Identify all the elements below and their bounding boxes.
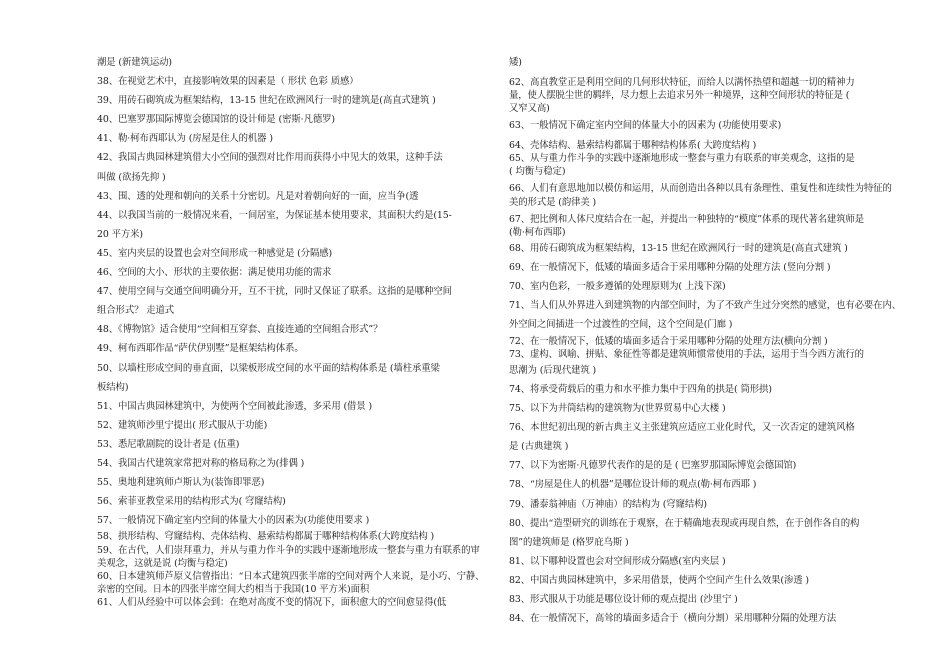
text-line: 40、巴塞罗那国际博览会德国馆的设计师是 (密斯·凡德罗) — [97, 114, 335, 126]
text-line: 量，使人摆脱尘世的羁绊，尽力想上去追求另外一种境界，这种空间形状的特征是 ( — [509, 90, 850, 102]
text-line: 又窄又高) — [509, 103, 550, 115]
text-line: 思潮为 (后现代建筑 ) — [509, 364, 597, 376]
text-line: 图”的建筑师是 (格罗庇乌斯 ) — [509, 536, 629, 548]
right-column — [509, 53, 901, 628]
text-line: 44、以我国当前的一般情况来看，一间居室，为保证基本使用要求，其面积大约是(15- — [97, 209, 452, 221]
text-line: 52、建筑师沙里宁提出( 形式服从于功能) — [97, 419, 268, 431]
text-line: 75、以下为井筒结构的建筑物为(世界贸易中心大楼 ) — [509, 403, 726, 415]
text-line: 49、柯布西耶作品“萨伏伊别墅”是框架结构体系。 — [97, 343, 304, 355]
text-line: 69、在一般情况下，低矮的墙面多适合于采用哪种分隔的处理方法 (竖向分割 ) — [509, 262, 831, 274]
text-line: 潮是 (新建筑运动) — [97, 57, 172, 68]
text-line: 70、室内色彩，一般多遵循的处理原则为( 上浅下深) — [509, 281, 726, 293]
text-line: 41、勒·柯布西耶认为 (房屋是住人的机器 ) — [97, 133, 273, 145]
text-line: 42、我国古典园林建筑借大小空间的强烈对比作用而获得小中见大的效果，这种手法 — [97, 152, 443, 164]
text-line: 39、用砖石砌筑成为框架结构，13-15 世纪在欧洲风行一时的建筑是(高直式建筑 ) — [97, 95, 436, 107]
text-line: 46、空间的大小、形状的主要依据：满足使用功能的需求 — [97, 267, 332, 279]
text-line: 73、虚构、讽喻、拼贴、象征性等都是建筑师惯常使用的手法，运用于当今西方流行的 — [509, 348, 864, 360]
text-line: 亲密的空间。日本的四张半席空间大约相当于我国(10 平方米)面积 — [97, 584, 370, 596]
text-line: 是 (古典建筑 ) — [509, 441, 569, 453]
text-line: 组合形式？ 走道式 — [97, 305, 175, 317]
text-line: 76、本世纪初出现的新古典主义主张建筑应适应工业化时代，又一次否定的建筑风格 — [509, 422, 855, 434]
text-line: 80、提出“造型研究的训练在于观察，在于精确地表现或再现自然，在于创作各自的构 — [509, 517, 860, 529]
left-column — [97, 53, 491, 609]
text-line: 57、一般情况下确定室内空间的体量大小的因素为(功能使用要求 ) — [97, 515, 370, 527]
text-line: 51、中国古典园林建筑中，为使两个空间被此渗透，多采用 (借景 ) — [97, 400, 373, 412]
text-line: 55、奥地利建筑师卢斯认为(装饰即罪恶) — [97, 477, 265, 489]
text-line: 板结构) — [97, 381, 129, 393]
text-line: 54、我国古代建筑家常把对称的格局称之为(排偶 ) — [97, 457, 305, 469]
text-line: 47、使用空间与交通空间明确分开，互不干扰，同时又保证了联系。这指的是哪种空间 — [97, 286, 452, 298]
text-line: 62、高直教堂正是利用空间的几何形状特征，而给人以满怀热望和超越一切的精神力 — [509, 77, 855, 89]
text-line: 77、以下为密斯·凡德罗代表作的是的是 ( 巴塞罗那国际博览会德国馆) — [509, 460, 797, 472]
text-line: 61、人们从经验中可以体会到：在绝对高度不变的情况下，面积愈大的空间愈显得(低 — [97, 597, 447, 609]
text-line: 68、用砖石砌筑成为框架结构，13-15 世纪在欧洲风行一时的建筑是(高直式建筑 ) — [509, 243, 848, 255]
text-line: 67、把比例和人体尺度结合在一起，并提出一种独特的“模度”体系的现代著名建筑师是 — [509, 213, 865, 225]
text-line: 65、从与重力作斗争的实践中逐渐地形成一整套与重力有联系的审美观念，这指的是 — [509, 152, 855, 164]
text-line: 38、在视觉艺术中，直接影响效果的因素是（ 形状 色彩 质感） — [97, 76, 359, 88]
text-line: 83、形式服从于功能是哪位设计师的观点提出 (沙里宁 ) — [509, 594, 738, 606]
text-line: 72、在一般情况下，低矮的墙面多适合于采用哪种分隔的处理方法(横向分割 ) — [509, 335, 828, 347]
text-line: 74、将承受荷载后的重力和水平推力集中于四角的拱是( 筒形拱) — [509, 384, 772, 395]
text-line: 43、围、透的处理和朝向的关系十分密切。凡是对着朝向好的一面，应当争(透 — [97, 190, 419, 202]
text-line: (勒·柯布西耶) — [509, 226, 566, 238]
text-line: 81、以下哪种设置也会对空间形成分隔感(室内夹层 ) — [509, 555, 726, 567]
text-line: 56、索菲亚教堂采用的结构形式为( 穹窿结构) — [97, 496, 286, 508]
text-line: 59、在古代，人们崇拜重力，并从与重力作斗争的实践中逐渐地形成一整套与重力有联系的审 — [97, 544, 480, 556]
text-line: 84、在一般情况下，高耸的墙面多适合于（横向分割）采用哪种分隔的处理方法 — [509, 613, 837, 625]
text-line: 82、中国古典园林建筑中，多采用借景，使两个空间产生什么效果(渗透 ) — [509, 574, 809, 586]
text-line: 78、“房屋是住人的机器”是哪位设计师的观点(勒·柯布西耶 ) — [509, 479, 757, 491]
text-line: 矮) — [509, 57, 522, 68]
text-line: 53、悉尼歌剧院的设计者是 (伍重) — [97, 438, 240, 450]
text-line: ( 均衡与稳定) — [509, 166, 566, 178]
text-line: 64、壳体结构、悬索结构都属于哪种结构体系( 大跨度结构 ) — [509, 139, 757, 151]
text-line: 60、日本建筑师芦原义信曾指出：“日本式建筑四张半席的空间对两个人来说，是小巧、宁静、 — [97, 570, 485, 582]
text-line: 63、一般情况下确定室内空间的体量大小的因素为 (功能使用要求) — [509, 119, 782, 131]
text-line: 45、室内夹层的设置也会对空间形成一种感觉是 (分隔感) — [97, 247, 333, 259]
text-line: 美观念，这就是说 (均衡与稳定) — [97, 557, 228, 569]
text-line: 66、人们有意思地加以模仿和运用，从而创造出各种以具有条理性、重复性和连续性为特征的 — [509, 183, 892, 195]
text-line: 外空间之间插进一个过渡性的空间，这个空间是(门廊 ) — [509, 319, 733, 331]
text-line: 20 平方米) — [97, 228, 143, 240]
text-line: 58、拱形结构、穹窿结构、壳体结构、悬索结构都属于哪种结构体系(大跨度结构 ) — [97, 531, 435, 543]
text-line: 48、《博物馆》适合使用“空间相互穿套、直接连通的空间组合形式”？ — [97, 324, 383, 336]
text-line: 71、当人们从外界进入到建筑物的内部空间时，为了不致产生过分突然的感觉，也有必要在内、 — [509, 300, 901, 312]
text-line: 叫做 (欲扬先抑 ) — [97, 171, 166, 183]
text-line: 79、潘泰翁神庙（万神庙）的结构为 (穹窿结构) — [509, 498, 707, 510]
text-line: 50、以墙柱形成空间的垂直面，以梁板形成空间的水平面的结构体系是 (墙柱承重梁 — [97, 362, 440, 374]
text-line: 美的形式是 (韵律美 ) — [509, 196, 597, 208]
